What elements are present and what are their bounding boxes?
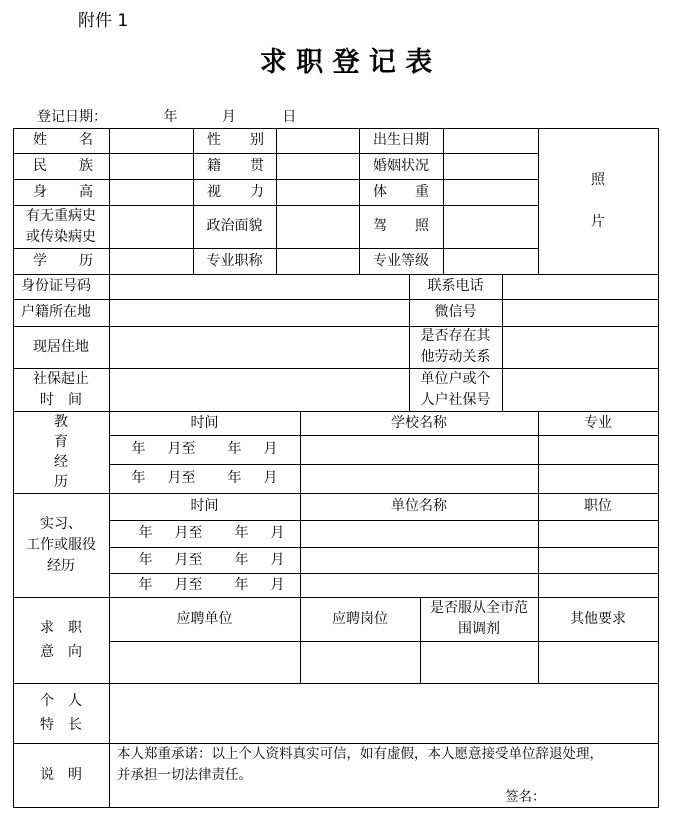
label-native-place: 籍 贯	[207, 157, 264, 174]
statement-line-2: 并承担一切法律责任。	[117, 767, 252, 783]
edu-header-time: 时间	[190, 414, 219, 431]
label-wechat: 微信号	[434, 304, 477, 320]
intent-header-other: 其他要求	[570, 610, 626, 627]
label-other-labor-relation: 是否存在其 他劳动关系	[420, 328, 491, 365]
work-header-company: 单位名称	[391, 498, 447, 514]
label-marital-status: 婚姻状况	[373, 157, 429, 174]
label-professional-level: 专业等级	[373, 252, 429, 269]
intent-header-unit: 应聘单位	[176, 610, 233, 627]
signature-label: 签名：	[505, 789, 546, 805]
label-weight: 体 重	[373, 183, 429, 200]
label-gender: 性 别	[207, 132, 264, 148]
date-month: 月	[221, 109, 236, 125]
label-hukou: 户籍所在地	[21, 304, 91, 320]
label-insurance-number: 单位户或个 人户社保号	[420, 370, 491, 408]
work-header-time: 时间	[190, 498, 219, 514]
label-current-address: 现居住地	[33, 338, 89, 355]
label-political-status: 政治面貌	[206, 218, 263, 234]
label-job-intent: 求 职 意 向	[40, 620, 82, 660]
date-year: 年	[163, 109, 178, 125]
label-id-number: 身份证号码	[21, 278, 91, 294]
attachment-label: 附件 1	[78, 11, 129, 31]
label-height: 身 高	[33, 183, 93, 200]
intent-header-adjust: 是否服从全市范 围调剂	[430, 600, 528, 637]
registration-date	[37, 106, 296, 126]
date-label: 登记日期：	[37, 109, 107, 125]
photo-box[interactable]: 照 片	[591, 172, 605, 230]
label-name: 姓 名	[33, 132, 93, 148]
edu-header-major: 专业	[584, 414, 612, 431]
label-education-history: 教 育 经 历	[54, 414, 68, 490]
label-birth-date: 出生日期	[373, 132, 429, 148]
statement-line-1: 本人郑重承诺：以上个人资料真实可信，如有虚假，本人愿意接受单位辞退处理，	[117, 746, 603, 762]
date-day: 日	[282, 109, 297, 125]
label-ethnicity: 民 族	[33, 157, 93, 174]
edu-row-time[interactable]: 年 月至 年 月	[131, 470, 278, 486]
intent-header-post: 应聘岗位	[332, 610, 388, 627]
label-professional-title: 专业职称	[206, 252, 263, 269]
label-personal-skills: 个 人 特 长	[40, 693, 82, 733]
label-phone: 联系电话	[427, 278, 484, 294]
label-driver-license: 驾 照	[373, 218, 429, 234]
edu-header-school: 学校名称	[391, 414, 447, 431]
label-statement: 说 明	[40, 766, 82, 783]
label-work-history: 实习、 工作或服役 经历	[26, 515, 96, 574]
form-title: 求 职 登 记 表	[259, 47, 433, 78]
work-row-time[interactable]: 年 月至 年 月	[138, 576, 285, 593]
work-row-time[interactable]: 年 月至 年 月	[138, 525, 285, 541]
label-vision: 视 力	[207, 183, 264, 200]
edu-row-time[interactable]: 年 月至 年 月	[131, 441, 278, 457]
work-header-position: 职位	[584, 498, 612, 514]
work-row-time[interactable]: 年 月至 年 月	[138, 551, 285, 568]
label-insurance-period: 社保起止 时 间	[33, 370, 89, 408]
label-education: 学 历	[33, 252, 93, 269]
label-medical-history: 有无重病史 或传染病史	[26, 207, 96, 245]
